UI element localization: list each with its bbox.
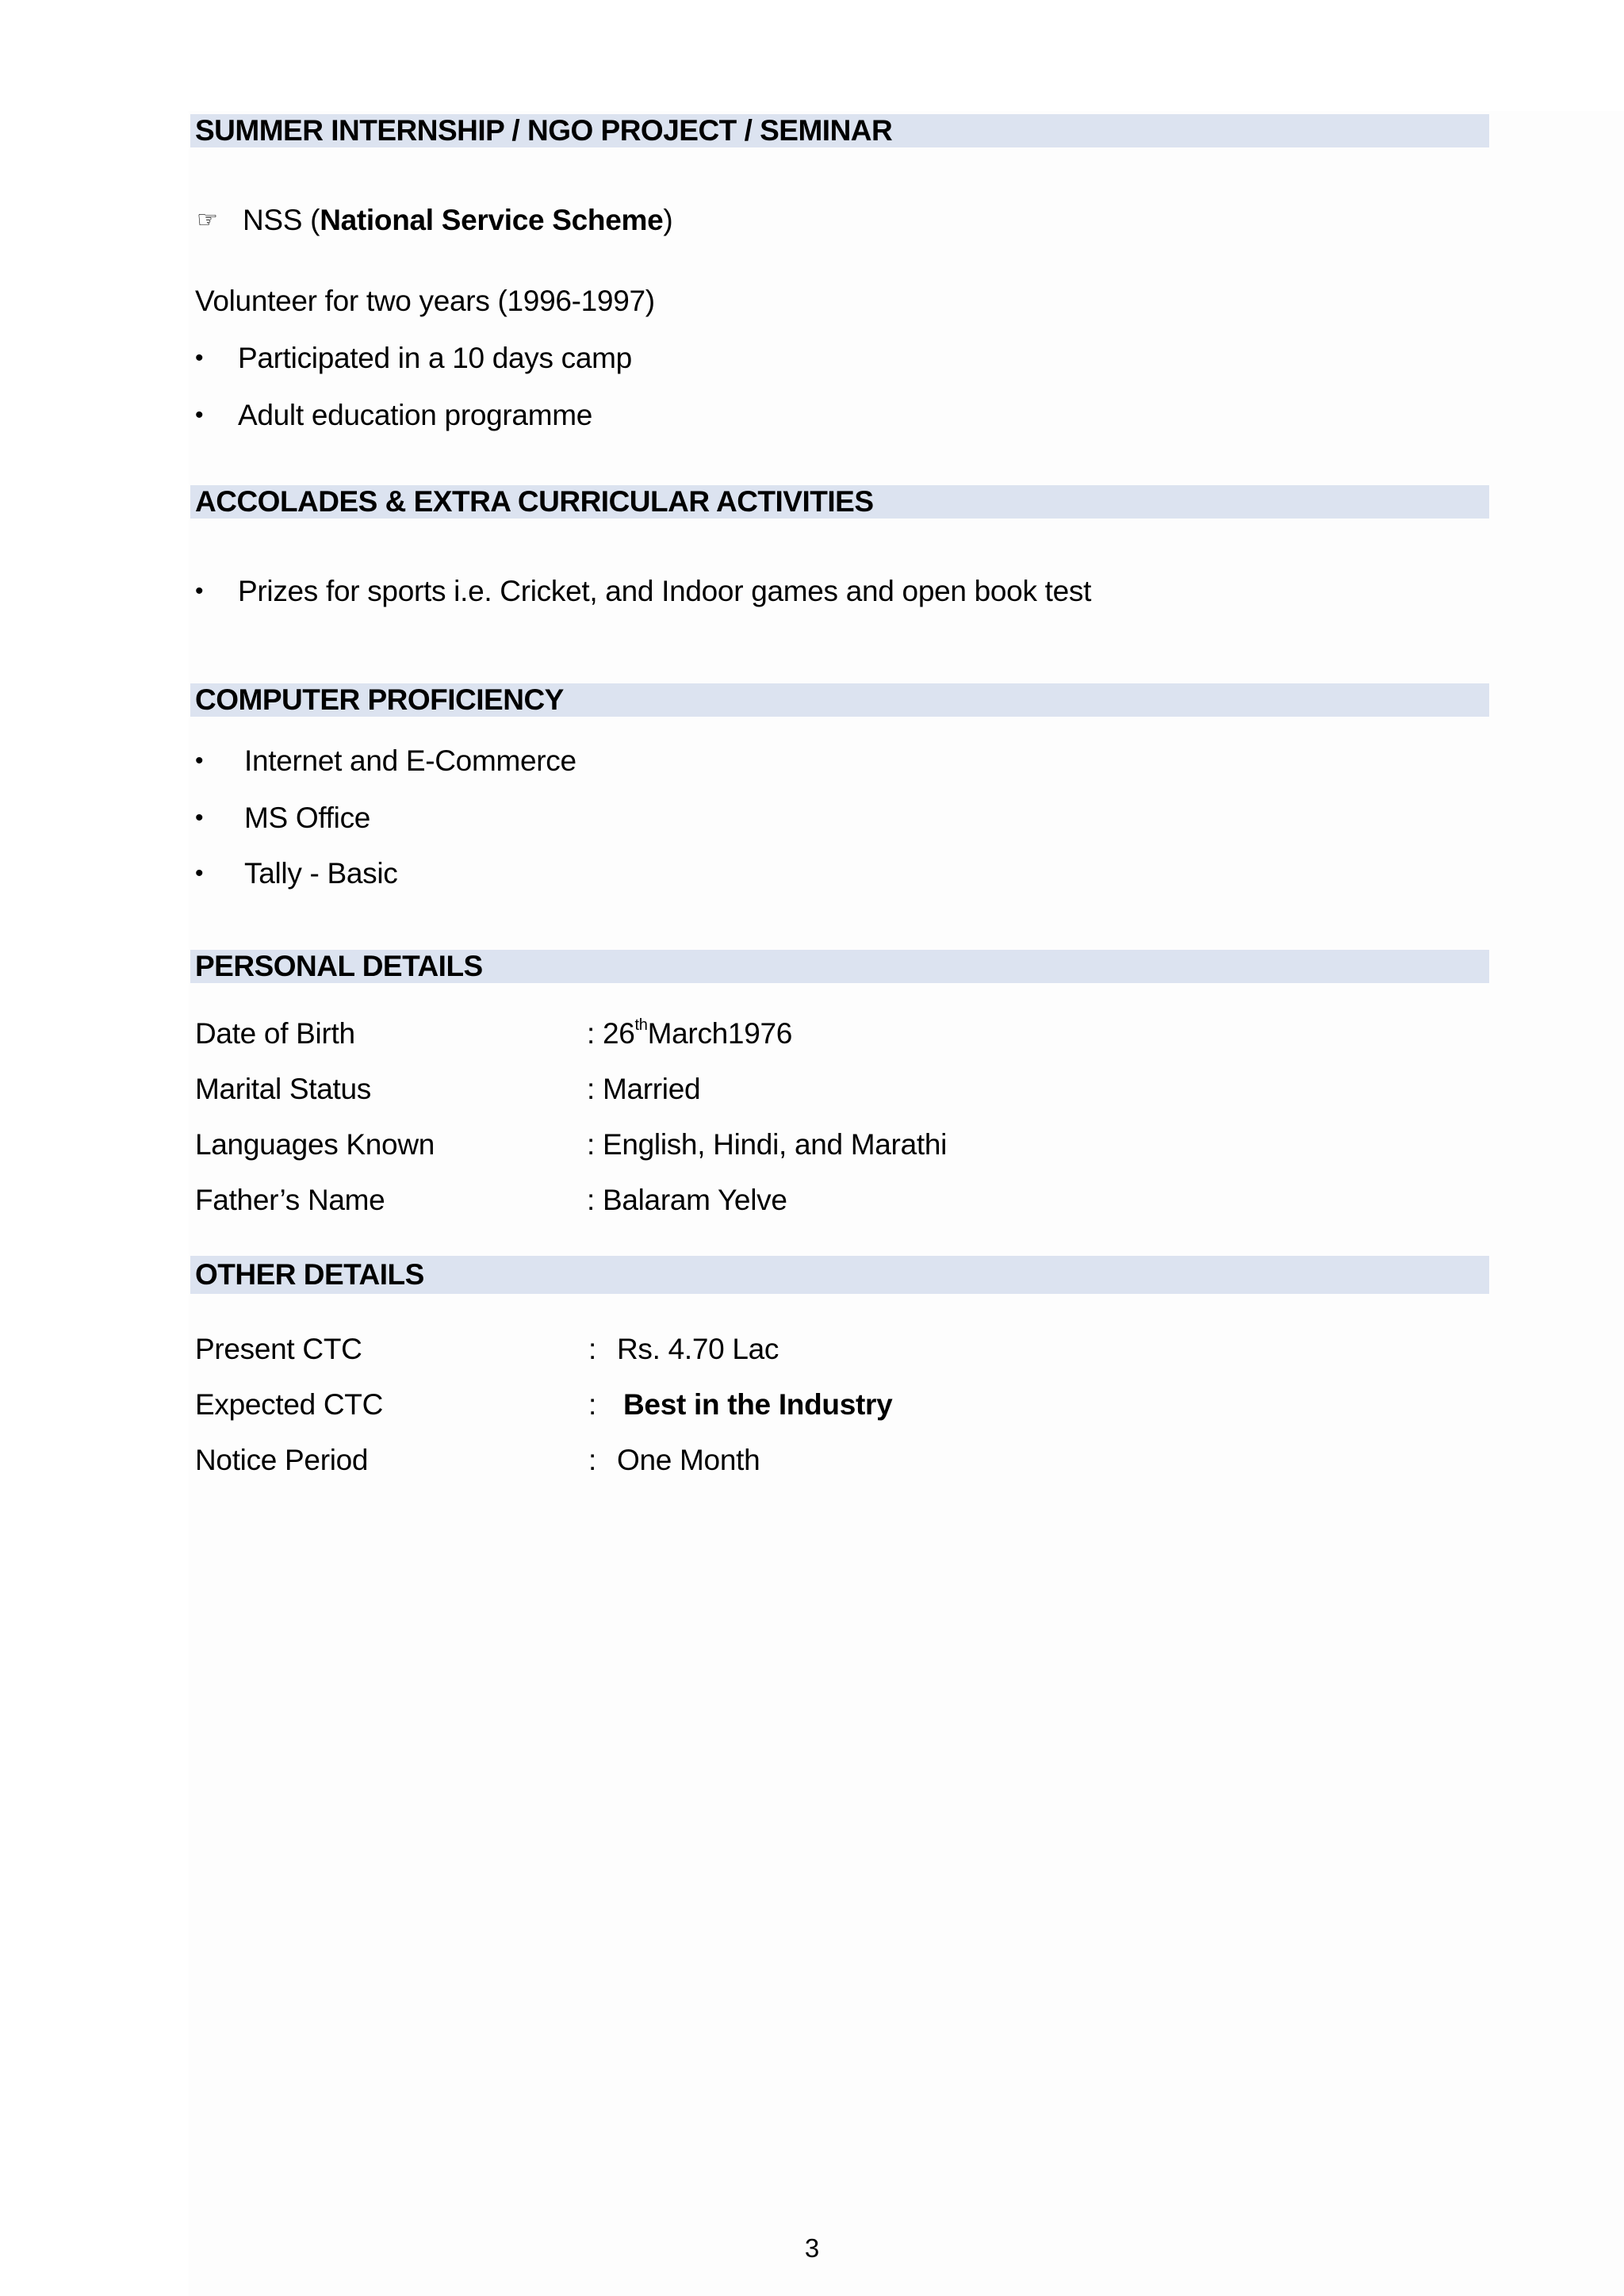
section-header-personal	[190, 950, 1489, 983]
separator: :	[587, 1017, 603, 1050]
list-item: Tally - Basic	[244, 857, 398, 890]
field-label: Expected CTC	[195, 1388, 383, 1421]
bullet-icon: •	[195, 748, 204, 774]
separator: :	[588, 1444, 596, 1476]
field-label: Date of Birth	[195, 1017, 355, 1050]
dob-day: 26	[602, 1017, 635, 1050]
section-title-accolades: ACCOLADES & EXTRA CURRICULAR ACTIVITIES	[195, 485, 874, 518]
page-number: 3	[804, 2233, 820, 2263]
field-value: : English, Hindi, and Marathi	[587, 1128, 948, 1161]
dob-month-year: March1976	[647, 1017, 793, 1050]
bullet-icon: •	[195, 578, 204, 604]
field-value-bold: Best in the Industry	[623, 1388, 893, 1421]
pointing-hand-icon: ☞	[197, 207, 218, 233]
separator: :	[588, 1333, 596, 1365]
nss-suffix: )	[663, 204, 673, 236]
field-value: : Balaram Yelve	[587, 1184, 787, 1216]
field-label: Marital Status	[195, 1073, 371, 1105]
section-header-computer	[190, 683, 1489, 717]
bullet-icon: •	[195, 860, 204, 886]
section-title-personal: PERSONAL DETAILS	[195, 950, 483, 982]
list-item: MS Office	[244, 802, 371, 834]
ordinal-suffix: th	[634, 1016, 648, 1034]
list-item: Participated in a 10 days camp	[238, 342, 632, 374]
section-title-computer: COMPUTER PROFICIENCY	[195, 683, 564, 716]
volunteer-text: Volunteer for two years (1996-1997)	[195, 285, 655, 317]
field-value: One Month	[617, 1444, 760, 1476]
field-label: Languages Known	[195, 1128, 435, 1161]
section-header-internship	[190, 114, 1489, 147]
field-value: : Married	[587, 1073, 701, 1105]
field-value-dob	[587, 1016, 792, 1051]
section-header-accolades	[190, 485, 1489, 519]
field-value: Rs. 4.70 Lac	[617, 1333, 779, 1365]
nss-prefix: NSS (	[243, 204, 320, 236]
page-content-area	[189, 111, 1624, 2296]
list-item: Internet and E-Commerce	[244, 744, 576, 777]
section-title-internship: SUMMER INTERNSHIP / NGO PROJECT / SEMINAR	[195, 114, 893, 147]
field-label: Present CTC	[195, 1333, 362, 1365]
list-item: Adult education programme	[238, 399, 593, 431]
separator: :	[588, 1388, 596, 1421]
bullet-icon: •	[195, 805, 204, 831]
section-title-other: OTHER DETAILS	[195, 1258, 424, 1291]
nss-full-name: National Service Scheme	[320, 204, 664, 236]
field-label: Notice Period	[195, 1444, 369, 1476]
bullet-icon: •	[195, 402, 204, 428]
field-label: Father’s Name	[195, 1184, 385, 1216]
section-header-other	[190, 1256, 1489, 1294]
nss-line	[243, 203, 672, 238]
bullet-icon: •	[195, 345, 204, 371]
list-item: Prizes for sports i.e. Cricket, and Indoor games and open book test	[238, 575, 1092, 607]
